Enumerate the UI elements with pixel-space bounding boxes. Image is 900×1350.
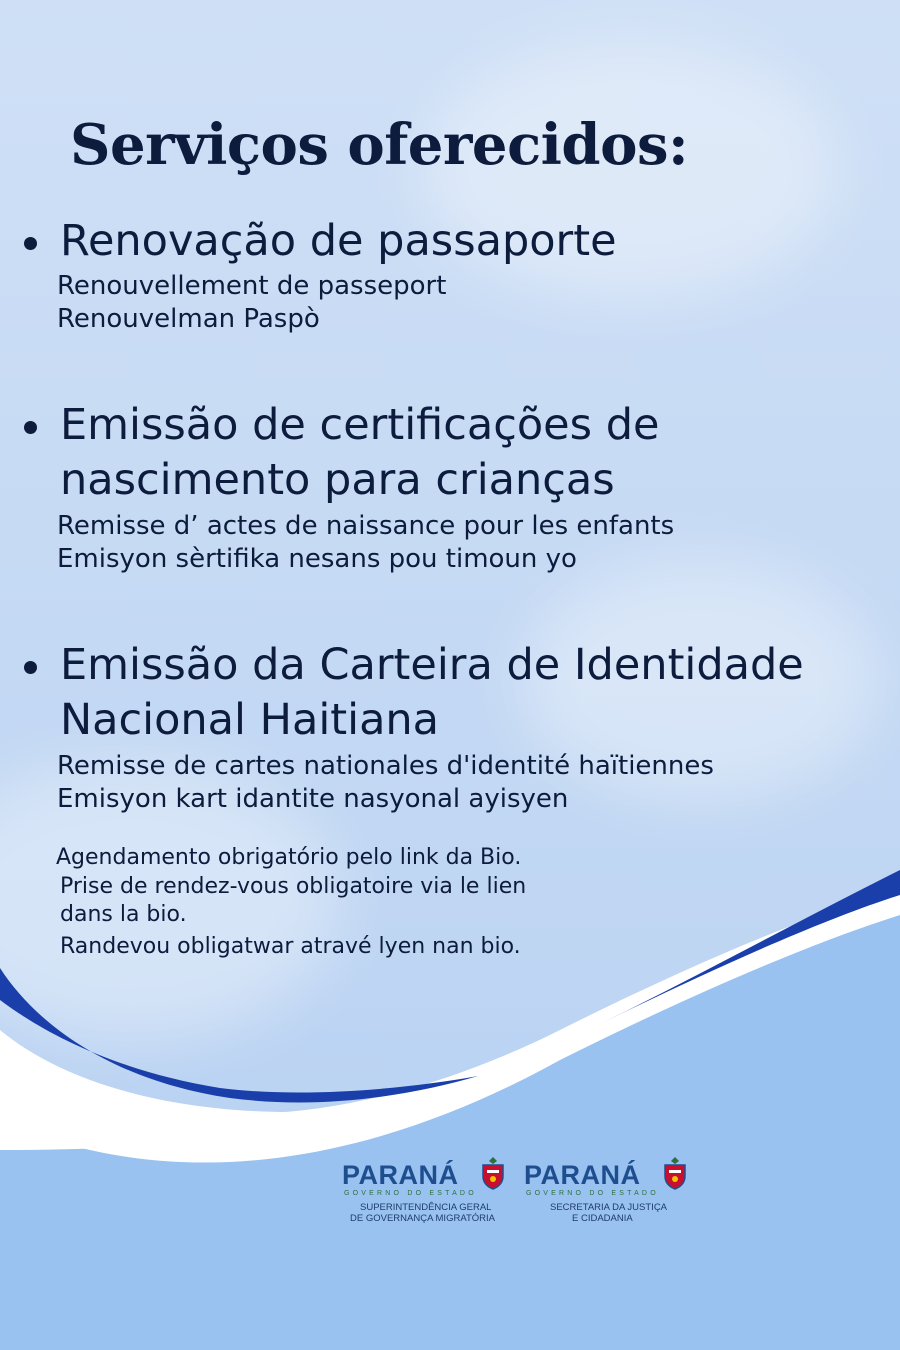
note-ht: Randevou obligatwar atravé lyen nan bio. xyxy=(60,934,521,959)
bullet-dot xyxy=(24,421,37,434)
service-ht: Emisyon kart idantite nasyonal ayisyen xyxy=(57,784,569,814)
service-title-line2: nascimento para crianças xyxy=(60,455,615,505)
service-ht: Emisyon sèrtifika nesans pou timoun yo xyxy=(57,544,577,574)
logo-wordmark: PARANÁ xyxy=(524,1160,641,1190)
page-title: Serviços oferecidos: xyxy=(70,112,689,178)
service-fr: Remisse de cartes nationales d'identité haïtiennes xyxy=(57,751,714,781)
service-fr: Renouvellement de passeport xyxy=(57,271,447,301)
service-ht: Renouvelman Paspò xyxy=(57,304,320,334)
logo-org-line2: E CIDADANIA xyxy=(572,1213,633,1224)
note-fr-line2: dans la bio. xyxy=(60,902,187,927)
service-title-line2: Nacional Haitiana xyxy=(60,695,440,745)
logo-wordmark: PARANÁ xyxy=(342,1160,459,1190)
bullet-dot xyxy=(24,237,37,250)
note-pt: Agendamento obrigatório pelo link da Bio. xyxy=(56,845,522,870)
service-fr: Remisse d’ actes de naissance pour les enfants xyxy=(57,511,675,541)
parana-crest-icon xyxy=(478,1156,508,1190)
logo-sejuc xyxy=(522,1156,694,1236)
logos-row xyxy=(340,1156,700,1236)
logo-gov-caption: GOVERNO DO ESTADO xyxy=(344,1190,477,1197)
parana-crest-icon xyxy=(660,1156,690,1190)
service-title-line1: Emissão de certificações de xyxy=(60,400,660,450)
logo-sgm xyxy=(340,1156,512,1236)
bullet-dot xyxy=(24,661,37,674)
logo-org-line2: DE GOVERNANÇA MIGRATÓRIA xyxy=(350,1213,495,1224)
service-title-line1: Emissão da Carteira de Identidade xyxy=(60,640,804,690)
logo-org-line1: SUPERINTENDÊNCIA GERAL xyxy=(360,1202,492,1213)
service-title-line1: Renovação de passaporte xyxy=(60,216,617,266)
logo-org-line1: SECRETARIA DA JUSTIÇA xyxy=(550,1202,668,1213)
note-fr-line1: Prise de rendez-vous obligatoire via le lien xyxy=(60,874,527,899)
logo-gov-caption: GOVERNO DO ESTADO xyxy=(526,1190,659,1197)
